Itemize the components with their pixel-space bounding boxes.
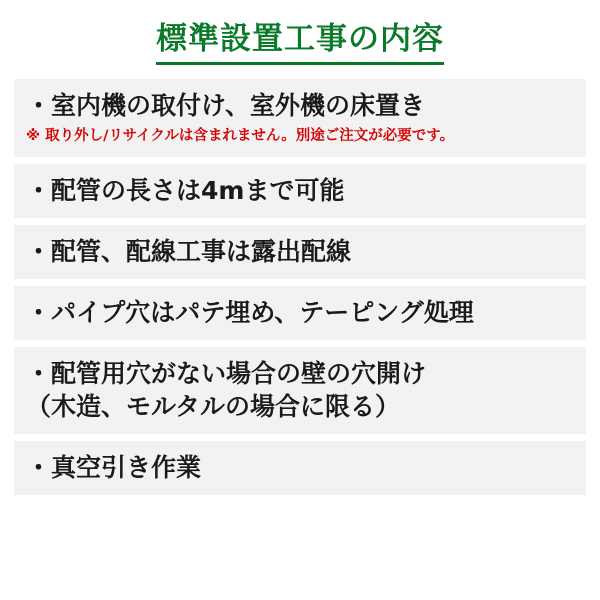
list-item-text: ・パイプ穴はパテ埋め、テーピング処理: [26, 297, 474, 327]
page-title-wrap: [14, 14, 586, 79]
list-item: [14, 164, 586, 218]
list-item-note: ※ 取り外し/リサイクルは含まれません。別途ご注文が必要です。: [26, 127, 455, 144]
page-title: 標準設置工事の内容: [156, 20, 444, 65]
list-item: [14, 286, 586, 340]
list-item-text: ・配管、配線工事は露出配線: [26, 236, 352, 266]
list-item: [14, 347, 586, 434]
list-item: [14, 441, 586, 495]
list-item-text: ・室内機の取付け、室外機の床置き: [26, 90, 426, 120]
list-item: [14, 225, 586, 279]
list-item-text: ・真空引き作業: [26, 452, 202, 482]
list-item-text: ・配管用穴がない場合の壁の穴開け: [26, 358, 427, 388]
item-list: [14, 79, 586, 495]
list-item: [14, 79, 586, 157]
list-item-text: ・配管の長さは4mまで可能: [26, 175, 345, 205]
list-item-subtext: （木造、モルタルの場合に限る）: [26, 391, 401, 421]
